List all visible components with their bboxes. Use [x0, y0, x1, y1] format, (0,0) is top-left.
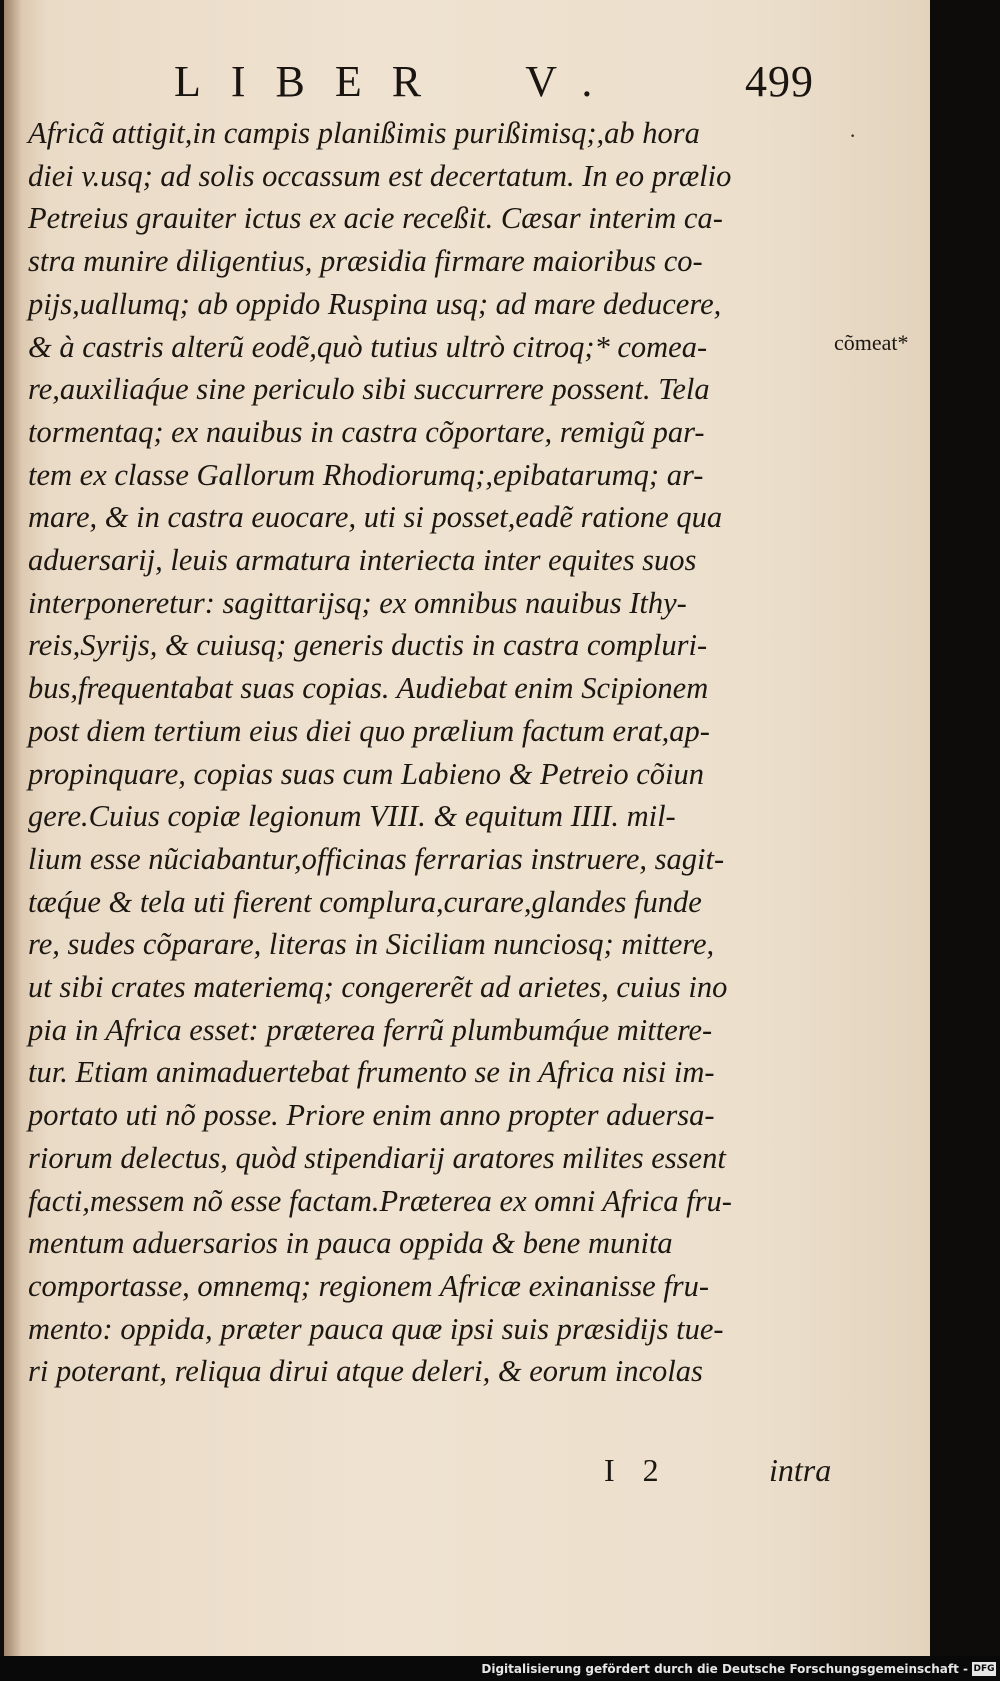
- text-line: re, sudes cõparare, literas in Siciliam nunciosq; mittere,: [28, 927, 715, 962]
- marginal-note: cõmeat*: [834, 330, 909, 355]
- text-line: portato uti nõ posse. Priore enim anno propter aduersa-: [28, 1098, 715, 1133]
- text-line: mare, & in castra euocare, uti si posset,eadẽ ratione qua: [28, 500, 723, 535]
- text-line: aduersarij, leuis armatura interiecta inter equites suos: [28, 543, 697, 578]
- body-text: [28, 112, 828, 1393]
- text-line: reis,Syrijs, & cuiusq; generis ductis in castra compluri-: [28, 628, 708, 663]
- footer-credit: Digitalisierung gefördert durch die Deutsche Forschungsgemeinschaft -: [481, 1662, 968, 1676]
- text-line: ri poterant, reliqua dirui atque deleri, & eorum incolas: [28, 1354, 703, 1389]
- digitization-footer: [0, 1656, 1000, 1681]
- text-line: tur. Etiam animaduertebat frumento se in Africa nisi im-: [28, 1055, 715, 1090]
- text-line: mento: oppida, præter pauca quæ ipsi suis præsidijs tue-: [28, 1311, 724, 1346]
- text-line: Petreius grauiter ictus ex acie receßit. Cæsar interim ca-: [28, 201, 723, 236]
- gutter-shadow: [4, 0, 22, 1656]
- text-line: pia in Africa esset: præterea ferrũ plumbumq́ue mittere-: [28, 1012, 713, 1047]
- running-head: LIBER V.: [174, 57, 623, 106]
- catchword: intra: [769, 1452, 832, 1488]
- text-line: post diem tertium eius diei quo prælium factum erat,ap-: [28, 713, 710, 748]
- text-line: Africã attigit,in campis planißimis purißimisq;,ab hora: [28, 116, 700, 150]
- margin-mark: ·: [849, 123, 857, 148]
- text-line: diei v.usq; ad solis occassum est decertatum. In eo prælio: [28, 158, 732, 193]
- text-line: interponeretur: sagittarijsq; ex omnibus nauibus Ithy-: [28, 585, 687, 620]
- text-line: tormentaq; ex nauibus in castra cõportare, remigũ par-: [28, 414, 705, 449]
- text-line: ut sibi crates materiemq; congererẽt ad arietes, cuius ino: [28, 970, 728, 1005]
- text-line: propinquare, copias suas cum Labieno & Petreio cõiun: [28, 756, 705, 791]
- text-line: tem ex classe Gallorum Rhodiorumq;,epibatarumq; ar-: [28, 457, 704, 492]
- text-line: lium esse nũciabantur,officinas ferrarias instruere, sagit-: [28, 841, 725, 876]
- page-number: 499: [745, 57, 814, 106]
- text-line: tæq́ue & tela uti fierent complura,curare,glandes funde: [28, 884, 702, 919]
- text-line: mentum aduersarios in pauca oppida & bene munita: [28, 1226, 673, 1261]
- book-page: [4, 0, 930, 1656]
- text-line: stra munire diligentius, præsidia firmare maioribus co-: [28, 244, 703, 279]
- text-line: gere.Cuius copiæ legionum VIII. & equitum IIII. mil-: [28, 799, 676, 834]
- text-line: riorum delectus, quòd stipendiarij aratores milites essent: [28, 1140, 726, 1175]
- text-line: facti,messem nõ esse factam.Præterea ex omni Africa fru-: [28, 1183, 732, 1218]
- text-line: pijs,uallumq; ab oppido Ruspina usq; ad mare deducere,: [28, 286, 722, 321]
- text-line: bus,frequentabat suas copias. Audiebat enim Scipionem: [28, 671, 709, 706]
- text-line: & à castris alterũ eodẽ,quò tutius ultrò citroq;* comea-: [28, 329, 708, 364]
- text-line: re,auxiliaq́ue sine periculo sibi succurrere possent. Tela: [28, 372, 710, 407]
- signature-mark: I 2: [604, 1452, 669, 1488]
- dfg-logo: DFG: [973, 1664, 995, 1674]
- text-line: comportasse, omnemq; regionem Africæ exinanisse fru-: [28, 1268, 710, 1303]
